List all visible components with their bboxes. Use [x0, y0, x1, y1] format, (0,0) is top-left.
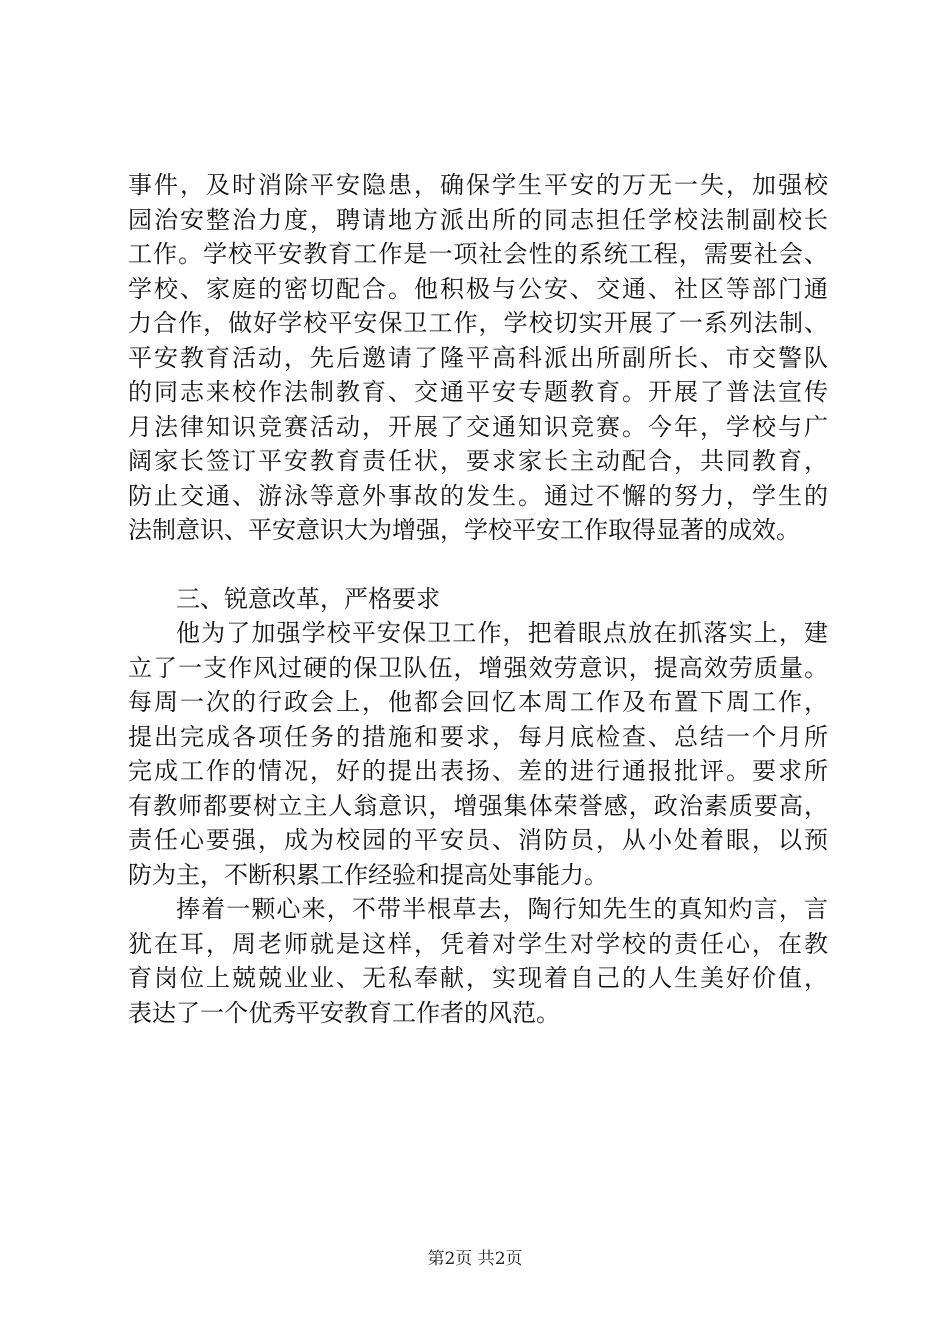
text-line: 他为了加强学校平安保卫工作，把着眼点放在抓落实上，建: [176, 619, 828, 647]
document-body: [128, 168, 828, 1030]
text-line: 完成工作的情况，好的提出表扬、差的进行通报批评。要求所: [128, 757, 828, 785]
text-line: 的同志来校作法制教育、交通平安专题教育。开展了普法宣传: [128, 378, 828, 406]
text-line: 犹在耳，周老师就是这样，凭着对学生对学校的责任心，在教: [128, 929, 828, 958]
paragraph-2: [128, 616, 828, 892]
section-heading: 三、锐意改革，严格要求: [176, 584, 440, 613]
text-line: 月法律知识竞赛活动，开展了交通知识竞赛。今年，学校与广: [128, 412, 828, 441]
text-line: 育岗位上兢兢业业、无私奉献，实现着自己的人生美好价值，: [128, 964, 828, 992]
text-line: 平安教育活动，先后邀请了隆平高科派出所副所长、市交警队: [128, 343, 828, 372]
text-line: 工作。学校平安教育工作是一项社会性的系统工程，需要社会、: [128, 240, 828, 268]
text-line: 学校、家庭的密切配合。他积极与公安、交通、社区等部门通: [128, 274, 828, 303]
text-line: 每周一次的行政会上，他都会回忆本周工作及布置下周工作，: [128, 688, 828, 716]
text-line: 园治安整治力度，聘请地方派出所的同志担任学校法制副校长: [128, 205, 828, 234]
paragraph-1: [128, 168, 828, 548]
text-line: 防为主，不断积累工作经验和提高处事能力。: [128, 860, 608, 889]
text-line: 防止交通、游泳等意外事故的发生。通过不懈的努力，学生的: [128, 481, 828, 510]
text-line: 法制意识、平安意识大为增强，学校平安工作取得显著的成效。: [128, 516, 800, 544]
text-line: 责任心要强，成为校园的平安员、消防员，从小处着眼，以预: [128, 826, 828, 854]
text-line: 事件，及时消除平安隐患，确保学生平安的万无一失，加强校: [128, 171, 828, 199]
text-line: 有教师都要树立主人翁意识，增强集体荣誉感，政治素质要高，: [128, 791, 828, 820]
text-line: 立了一支作风过硬的保卫队伍，增强效劳意识，提高效劳质量。: [128, 653, 828, 682]
text-line: 提出完成各项任务的措施和要求，每月底检查、总结一个月所: [128, 722, 828, 751]
text-line: 表达了一个优秀平安教育工作者的风范。: [128, 998, 560, 1027]
text-line: 阔家长签订平安教育责任状，要求家长主动配合，共同教育，: [128, 447, 828, 475]
page-footer: 第2页 共2页: [427, 1249, 523, 1269]
paragraph-3: [128, 892, 828, 1030]
text-line: 捧着一颗心来，不带半根草去，陶行知先生的真知灼言，言: [176, 895, 828, 923]
text-line: 力合作，做好学校平安保卫工作，学校切实开展了一系列法制、: [128, 309, 828, 337]
